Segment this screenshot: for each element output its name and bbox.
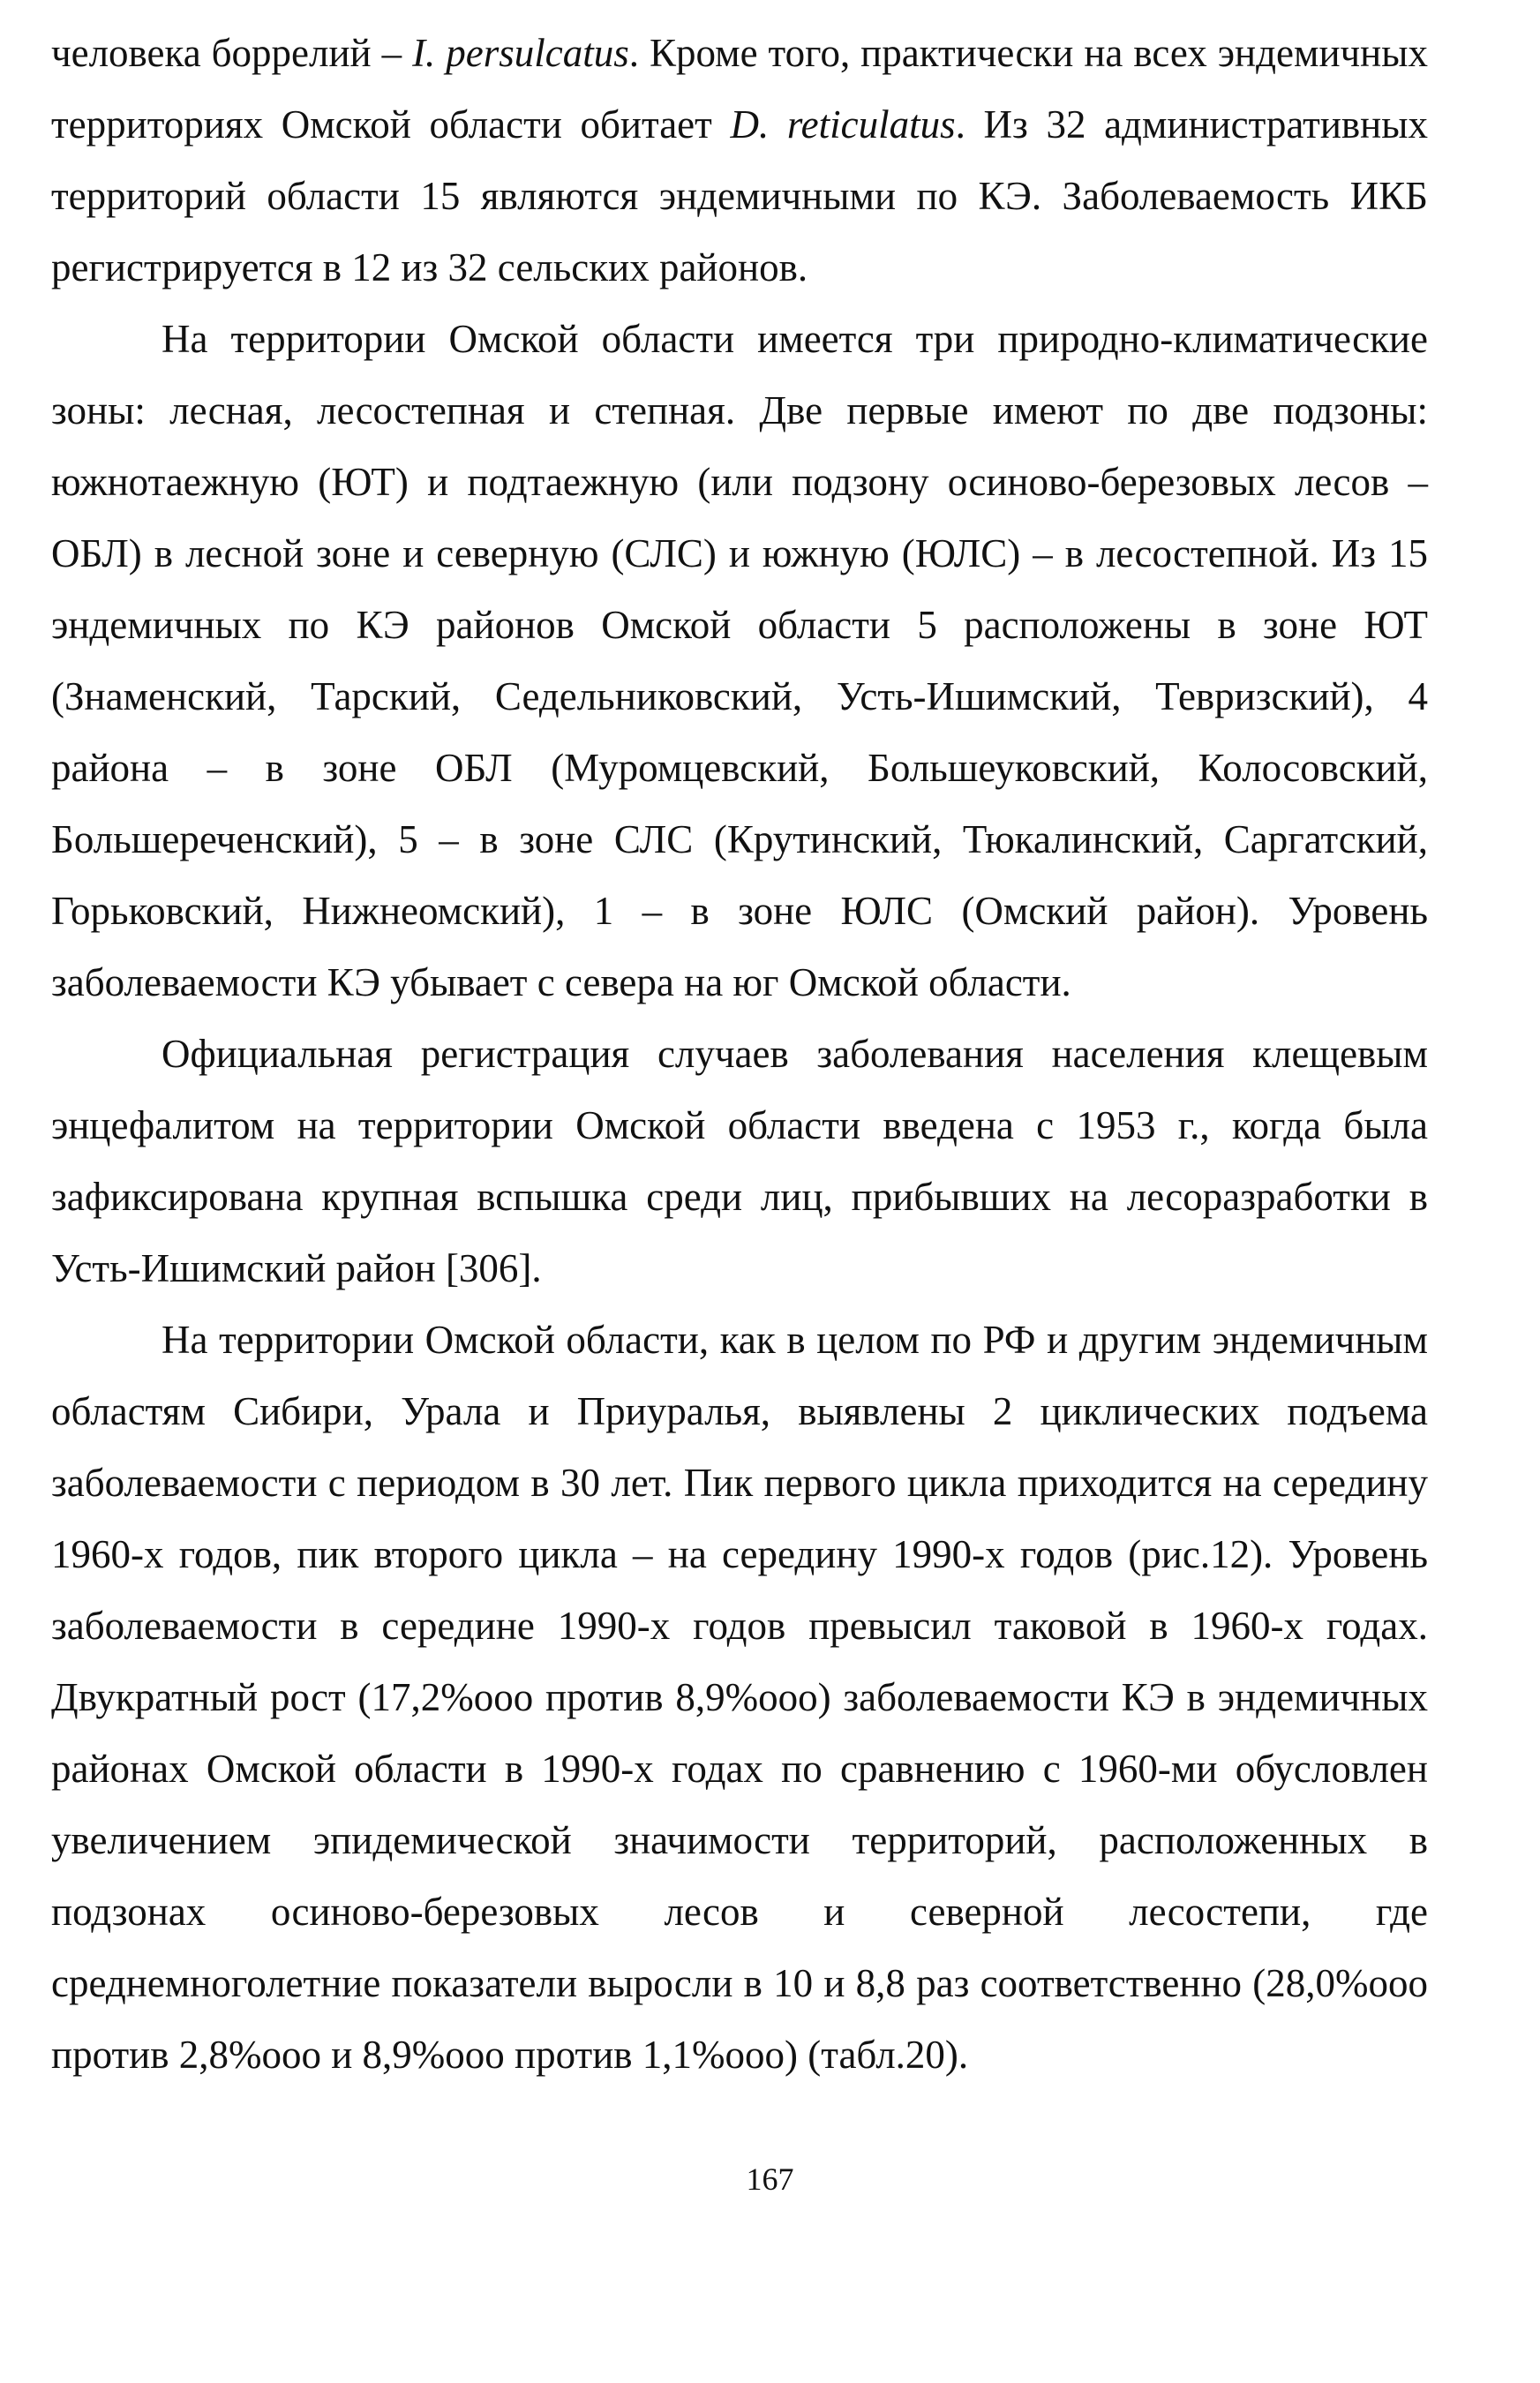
text-run: . Кроме того, практически на всех эндемичных территориях Омской области обитает	[51, 31, 1428, 147]
paragraph-1	[51, 18, 1428, 304]
text-run: Официальная регистрация случаев заболевания населения клещевым энцефалитом на территории Омской области введена с 1953 г., когда была зафиксирована крупная вспышка среди лиц, прибывших на лесоразработки в Усть-Ишимский район [306].	[51, 1032, 1428, 1290]
italic-term: D. reticulatus	[730, 102, 956, 147]
paragraph-4	[51, 1304, 1428, 2091]
text-run: . Из 32 административных территорий области 15 являются эндемичными по КЭ. Заболеваемость ИКБ регистрируется в 12 из 32 сельских районов.	[51, 102, 1428, 289]
paragraph-3	[51, 1019, 1428, 1304]
italic-term: I. persulcatus	[412, 31, 629, 75]
text-run: На территории Омской области имеется три природно-климатические зоны: лесная, лесостепная и степная. Две первые имеют по две подзоны: южнотаежную (ЮТ) и подтаежную (или подзону осиново-березовых лесов – ОБЛ) в лесной зоне и северную (СЛС) и южную (ЮЛС) – в лесостепной. Из 15 эндемичных по КЭ районов Омской области 5 расположены в зоне ЮТ (Знаменский, Тарский, Седельниковский, Усть-Ишимский, Тевризский), 4 района – в зоне ОБЛ (Муромцевский, Большеуковский, Колосовский, Большереченский), 5 – в зоне СЛС (Крутинский, Тюкалинский, Саргатский, Горьковский, Нижнеомский), 1 – в зоне ЮЛС (Омский район). Уровень заболеваемости КЭ убывает с севера на юг Омской области.	[51, 317, 1428, 1004]
page-number: 167	[746, 2161, 794, 2197]
text-run: человека боррелий –	[51, 31, 413, 75]
body-text	[51, 18, 1428, 2091]
text-run: На территории Омской области, как в целом по РФ и другим эндемичным областям Сибири, Урала и Приуралья, выявлены 2 циклических подъема заболеваемости с периодом в 30 лет. Пик первого цикла приходится на середину 1960-х годов, пик второго цикла – на середину 1990-х годов (рис.12). Уровень заболеваемости в середине 1990-х годов превысил таковой в 1960-х годах. Двукратный рост (17,2%ooo против 8,9%ooo) заболеваемости КЭ в эндемичных районах Омской области в 1990-х годах по сравнению с 1960-ми обусловлен увеличением эпидемической значимости территорий, расположенных в подзонах осиново-березовых лесов и северной лесостепи, где среднемноголетние показатели выросли в 10 и 8,8 раз соответственно (28,0%ooo против 2,8%ooo и 8,9%ooo против 1,1%ooo) (табл.20).	[51, 1318, 1428, 2077]
paragraph-2	[51, 304, 1428, 1019]
